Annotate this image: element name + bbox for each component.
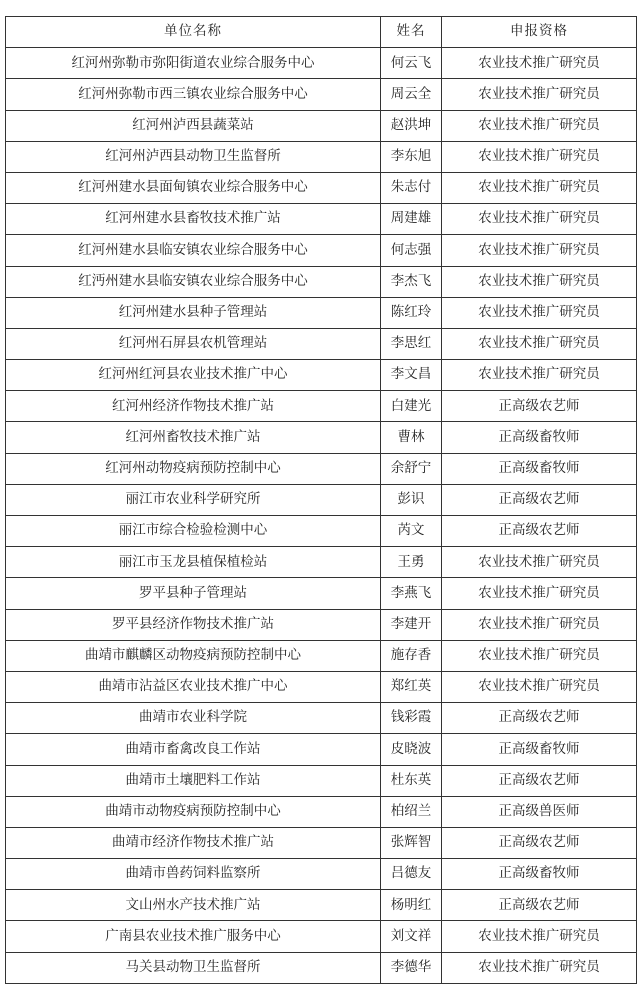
cell-qualification: 正高级农艺师 xyxy=(442,890,637,921)
cell-qualification: 正高级畜牧师 xyxy=(442,422,637,453)
table-row xyxy=(6,328,637,359)
cell-qualification: 正高级畜牧师 xyxy=(442,859,637,890)
table-row xyxy=(6,360,637,391)
cell-qualification: 农业技术推广研究员 xyxy=(442,204,637,235)
table-row xyxy=(6,921,637,952)
cell-unit-name: 红河州建水县临安镇农业综合服务中心 xyxy=(6,235,381,266)
table-row xyxy=(6,609,637,640)
cell-person-name: 吕德友 xyxy=(381,859,442,890)
cell-unit-name: 红河州弥勒市弥阳街道农业综合服务中心 xyxy=(6,48,381,79)
cell-qualification: 农业技术推广研究员 xyxy=(442,235,637,266)
cell-person-name: 彭识 xyxy=(381,484,442,515)
cell-person-name: 杜东英 xyxy=(381,765,442,796)
cell-qualification: 正高级农艺师 xyxy=(442,391,637,422)
table-row xyxy=(6,547,637,578)
cell-qualification: 农业技术推广研究员 xyxy=(442,79,637,110)
cell-person-name: 朱志付 xyxy=(381,172,442,203)
table-row xyxy=(6,734,637,765)
table-row xyxy=(6,266,637,297)
cell-person-name: 李文昌 xyxy=(381,360,442,391)
table-row xyxy=(6,484,637,515)
cell-unit-name: 曲靖市土壤肥料工作站 xyxy=(6,765,381,796)
cell-unit-name: 马关县动物卫生监督所 xyxy=(6,952,381,983)
cell-person-name: 钱彩霞 xyxy=(381,703,442,734)
cell-person-name: 余舒宁 xyxy=(381,453,442,484)
cell-unit-name: 红河州动物疫病预防控制中心 xyxy=(6,453,381,484)
table-row xyxy=(6,453,637,484)
cell-unit-name: 罗平县种子管理站 xyxy=(6,578,381,609)
cell-person-name: 李德华 xyxy=(381,952,442,983)
table-header xyxy=(6,17,637,48)
cell-person-name: 曹林 xyxy=(381,422,442,453)
cell-unit-name: 曲靖市动物疫病预防控制中心 xyxy=(6,796,381,827)
cell-qualification: 农业技术推广研究员 xyxy=(442,172,637,203)
cell-unit-name: 红河州建水县种子管理站 xyxy=(6,297,381,328)
cell-qualification: 农业技术推广研究员 xyxy=(442,266,637,297)
qualification-table xyxy=(5,16,637,984)
table-row xyxy=(6,952,637,983)
cell-unit-name: 曲靖市农业科学院 xyxy=(6,703,381,734)
cell-person-name: 张辉智 xyxy=(381,827,442,858)
cell-person-name: 李思红 xyxy=(381,328,442,359)
cell-unit-name: 红河州建水县畜牧技术推广站 xyxy=(6,204,381,235)
table-row xyxy=(6,796,637,827)
cell-person-name: 陈红玲 xyxy=(381,297,442,328)
cell-qualification: 正高级农艺师 xyxy=(442,516,637,547)
cell-unit-name: 曲靖市麒麟区动物疫病预防控制中心 xyxy=(6,640,381,671)
header-qualification: 申报资格 xyxy=(442,17,637,48)
table-body xyxy=(6,48,637,984)
table-row xyxy=(6,671,637,702)
cell-person-name: 周建雄 xyxy=(381,204,442,235)
cell-person-name: 施存香 xyxy=(381,640,442,671)
table-row xyxy=(6,640,637,671)
cell-unit-name: 罗平县经济作物技术推广站 xyxy=(6,609,381,640)
header-row xyxy=(6,17,637,48)
cell-qualification: 农业技术推广研究员 xyxy=(442,48,637,79)
cell-qualification: 正高级畜牧师 xyxy=(442,453,637,484)
cell-qualification: 正高级兽医师 xyxy=(442,796,637,827)
cell-unit-name: 红河州建水县面甸镇农业综合服务中心 xyxy=(6,172,381,203)
cell-unit-name: 曲靖市畜禽改良工作站 xyxy=(6,734,381,765)
cell-unit-name: 红河州弥勒市西三镇农业综合服务中心 xyxy=(6,79,381,110)
cell-unit-name: 文山州水产技术推广站 xyxy=(6,890,381,921)
cell-qualification: 农业技术推广研究员 xyxy=(442,328,637,359)
cell-person-name: 皮晓波 xyxy=(381,734,442,765)
cell-qualification: 农业技术推广研究员 xyxy=(442,921,637,952)
cell-person-name: 何云飞 xyxy=(381,48,442,79)
cell-qualification: 农业技术推广研究员 xyxy=(442,360,637,391)
table-row xyxy=(6,391,637,422)
cell-unit-name: 丽江市玉龙县植保植检站 xyxy=(6,547,381,578)
cell-person-name: 白建光 xyxy=(381,391,442,422)
table-row xyxy=(6,110,637,141)
cell-unit-name: 曲靖市沾益区农业技术推广中心 xyxy=(6,671,381,702)
cell-person-name: 郑红英 xyxy=(381,671,442,702)
cell-person-name: 李燕飞 xyxy=(381,578,442,609)
cell-qualification: 农业技术推广研究员 xyxy=(442,609,637,640)
cell-qualification: 正高级农艺师 xyxy=(442,827,637,858)
header-person-name: 姓名 xyxy=(381,17,442,48)
cell-unit-name: 红河州畜牧技术推广站 xyxy=(6,422,381,453)
cell-qualification: 正高级畜牧师 xyxy=(442,734,637,765)
cell-person-name: 李东旭 xyxy=(381,141,442,172)
cell-person-name: 李杰飞 xyxy=(381,266,442,297)
cell-person-name: 柏绍兰 xyxy=(381,796,442,827)
cell-qualification: 农业技术推广研究员 xyxy=(442,141,637,172)
table-row xyxy=(6,578,637,609)
table-row xyxy=(6,79,637,110)
cell-person-name: 赵洪坤 xyxy=(381,110,442,141)
cell-unit-name: 红沔州建水县临安镇农业综合服务中心 xyxy=(6,266,381,297)
table-row xyxy=(6,235,637,266)
cell-person-name: 李建开 xyxy=(381,609,442,640)
cell-unit-name: 红河州泸西县蔬菜站 xyxy=(6,110,381,141)
cell-unit-name: 红河州红河县农业技术推广中心 xyxy=(6,360,381,391)
header-unit-name: 单位名称 xyxy=(6,17,381,48)
cell-unit-name: 红河州经济作物技术推广站 xyxy=(6,391,381,422)
cell-qualification: 农业技术推广研究员 xyxy=(442,110,637,141)
table-row xyxy=(6,422,637,453)
cell-qualification: 农业技术推广研究员 xyxy=(442,952,637,983)
table-row xyxy=(6,890,637,921)
cell-person-name: 何志强 xyxy=(381,235,442,266)
cell-unit-name: 曲靖市经济作物技术推广站 xyxy=(6,827,381,858)
table-row xyxy=(6,48,637,79)
table-row xyxy=(6,827,637,858)
cell-person-name: 王勇 xyxy=(381,547,442,578)
cell-unit-name: 红河州石屏县农机管理站 xyxy=(6,328,381,359)
cell-unit-name: 丽江市农业科学研究所 xyxy=(6,484,381,515)
table-row xyxy=(6,516,637,547)
cell-qualification: 农业技术推广研究员 xyxy=(442,547,637,578)
cell-qualification: 农业技术推广研究员 xyxy=(442,640,637,671)
cell-qualification: 正高级农艺师 xyxy=(442,703,637,734)
cell-unit-name: 红河州泸西县动物卫生监督所 xyxy=(6,141,381,172)
cell-qualification: 正高级农艺师 xyxy=(442,484,637,515)
cell-qualification: 农业技术推广研究员 xyxy=(442,671,637,702)
cell-person-name: 杨明红 xyxy=(381,890,442,921)
cell-person-name: 芮文 xyxy=(381,516,442,547)
table-row xyxy=(6,141,637,172)
table-row xyxy=(6,172,637,203)
table-row xyxy=(6,297,637,328)
table-row xyxy=(6,859,637,890)
cell-unit-name: 丽江市综合检验检测中心 xyxy=(6,516,381,547)
cell-qualification: 农业技术推广研究员 xyxy=(442,578,637,609)
cell-qualification: 农业技术推广研究员 xyxy=(442,297,637,328)
cell-qualification: 正高级农艺师 xyxy=(442,765,637,796)
cell-unit-name: 曲靖市兽药饲料监察所 xyxy=(6,859,381,890)
table-row xyxy=(6,765,637,796)
table-row xyxy=(6,703,637,734)
cell-person-name: 周云全 xyxy=(381,79,442,110)
cell-unit-name: 广南县农业技术推广服务中心 xyxy=(6,921,381,952)
table-row xyxy=(6,204,637,235)
cell-person-name: 刘文祥 xyxy=(381,921,442,952)
